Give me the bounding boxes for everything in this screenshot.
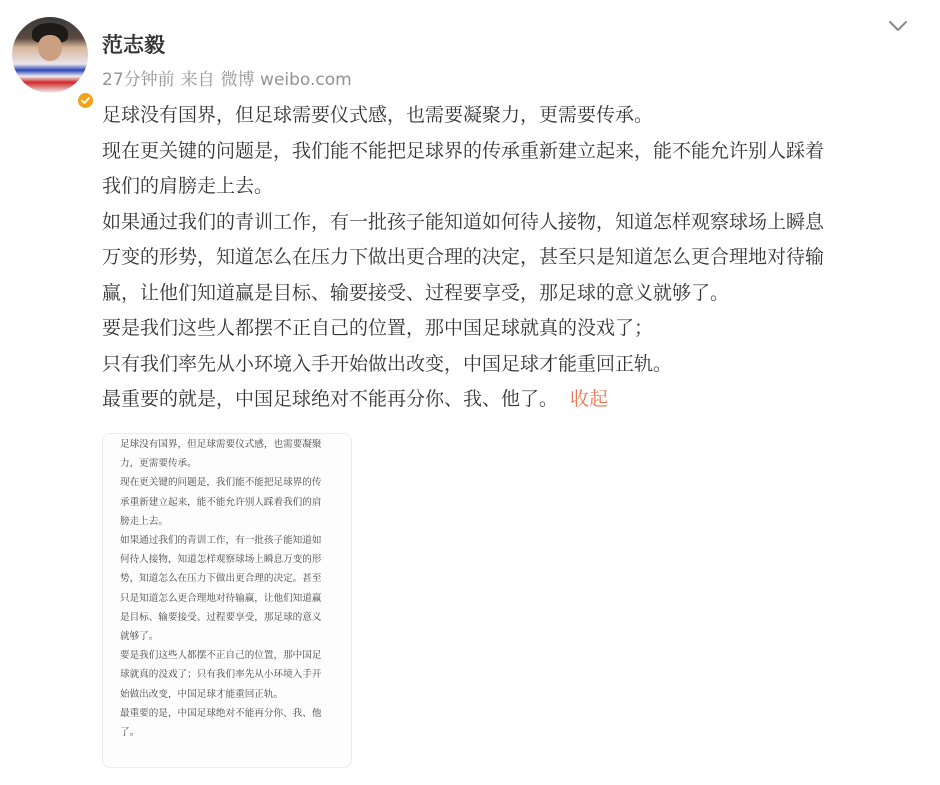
post-paragraph: 足球没有国界，但足球需要仪式感，也需要凝聚力，更需要传承。 [102,104,654,126]
image-text-line: 力，更需要传承。 [120,458,197,470]
image-text-line: 球就真的没戏了；只有我们率先从小环境入手开 [120,669,322,681]
image-text-line: 承重新建立起来，能不能允许别人踩着我们的肩 [120,496,322,508]
post-paragraph-text: 最重要的就是，中国足球绝对不能再分你、我、他了。 [102,388,559,410]
image-text-line: 如果通过我们的青训工作，有一批孩子能知道如 [120,535,322,547]
image-text-line: 现在更关键的问题是，我们能不能把足球界的传 [120,477,322,489]
image-text-line: 就够了。 [120,631,159,643]
image-text-line: 足球没有国界，但足球需要仪式感，也需要凝聚 [120,439,322,450]
post-paragraph: 赢，让他们知道赢是目标、输要接受、过程要享受，那足球的意义就够了。 [102,281,730,304]
post-time[interactable]: 27分钟前 [102,70,175,90]
chevron-down-icon[interactable] [886,14,910,38]
post-text [102,98,907,418]
post-paragraph: 我们的肩膀走上去。 [102,175,274,197]
image-text-line: 势，知道怎么在压力下做出更合理的决定。甚至 [120,573,322,585]
post-meta [102,68,358,92]
post-source[interactable]: 微博 weibo.com [220,70,352,90]
collapse-link[interactable]: 收起 [570,388,609,410]
source-prefix: 来自 [180,70,215,90]
verified-badge-icon [76,91,95,110]
image-text [120,435,342,742]
image-text-line: 是目标、输要接受、过程要享受，那足球的意义 [120,611,322,623]
post-image[interactable] [102,433,352,768]
image-text-line: 要是我们这些人都摆不正自己的位置，那中国足 [120,650,322,662]
image-text-line: 最重要的是，中国足球绝对不能再分你、我、他 [120,707,322,719]
post-paragraph-last [102,382,907,418]
image-text-line: 了。 [120,727,140,739]
post-paragraph: 现在更关键的问题是，我们能不能把足球界的传承重新建立起来，能不能允许别人踩着 [102,139,825,162]
post-paragraph: 要是我们这些人都摆不正自己的位置，那中国足球就真的没戏了； [102,317,654,339]
post-paragraph: 如果通过我们的青训工作，有一批孩子能知道如何待人接物，知道怎样观察球场上瞬息 [102,210,825,233]
image-text-line: 膀走上去。 [120,515,168,527]
post-paragraph: 只有我们率先从小环境入手开始做出改变，中国足球才能重回正轨。 [102,352,673,375]
image-text-line: 何待人接物，知道怎样观察球场上瞬息万变的形 [120,554,322,566]
post-paragraph: 万变的形势，知道怎么在压力下做出更合理的决定，甚至只是知道怎么更合理地对待输 [102,246,825,268]
avatar-face [38,35,62,61]
user-avatar[interactable] [12,17,88,93]
image-text-line: 只是知道怎么更合理地对待输赢，让他们知道赢 [120,592,322,604]
user-name[interactable]: 范志毅 [102,33,165,57]
image-text-line: 始做出改变，中国足球才能重回正轨。 [120,688,284,700]
